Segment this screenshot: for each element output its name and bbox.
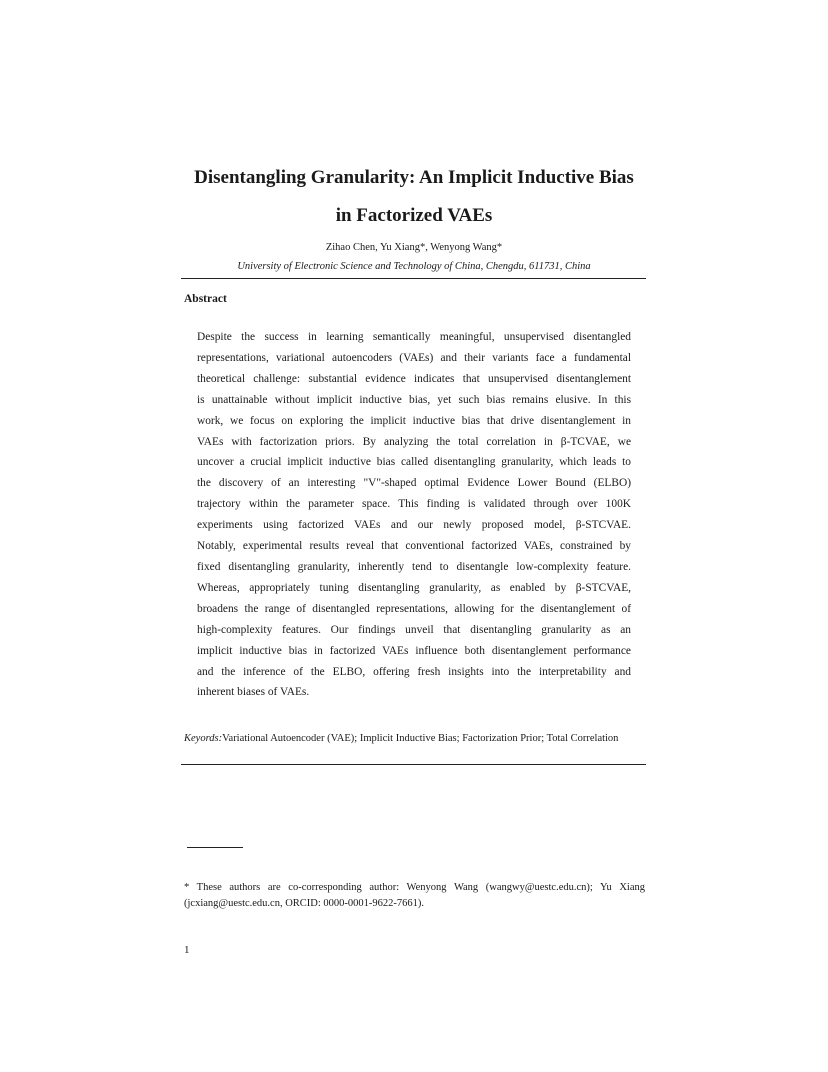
abstract-line: is unattainable without implicit inductive bias, yet such bias remains elusive. In this [197, 393, 631, 406]
footnote-line: (jcxiang@uestc.edu.cn, ORCID: 0000-0001-9622-7661). [184, 898, 425, 909]
abstract-line: implicit inductive bias in factorized VAEs influence both disentanglement performance [197, 644, 631, 657]
abstract-line: and the inference of the ELBO, offering fresh insights into the interpretability and [197, 665, 631, 678]
author-list: Zihao Chen, Yu Xiang*, Wenyong Wang* [325, 242, 503, 253]
abstract-heading: Abstract [184, 293, 227, 305]
paper-title-line-2: in Factorized VAEs [335, 205, 493, 226]
abstract-line: theoretical challenge: substantial evidence indicates that unsupervised disentanglement [197, 372, 631, 385]
keywords-text: Variational Autoencoder (VAE); Implicit Inductive Bias; Factorization Prior; Total Correlation [222, 733, 619, 744]
page-number: 1 [184, 944, 190, 956]
affiliation: University of Electronic Science and Technology of China, Chengdu, 611731, China [237, 261, 591, 272]
abstract-body [197, 327, 631, 703]
abstract-line: VAEs with factorization priors. By analyzing the total correlation in β-TCVAE, we [197, 435, 631, 448]
footnote-divider [187, 847, 243, 848]
abstract-line: work, we focus on exploring the implicit inductive bias that drive disentanglement in [197, 414, 631, 427]
footnote [184, 880, 645, 912]
top-divider [181, 278, 646, 279]
abstract-line: Whereas, appropriately tuning disentangling granularity, as enabled by β-STCVAE, [197, 581, 631, 594]
abstract-line: Despite the success in learning semantically meaningful, unsupervised disentangled [197, 331, 631, 343]
keywords [184, 733, 618, 744]
abstract-line: experiments using factorized VAEs and our newly proposed model, β-STCVAE. [197, 519, 631, 532]
abstract-line: Notably, experimental results reveal that conventional factorized VAEs, constrained by [197, 540, 631, 553]
paper-title-line-1: Disentangling Granularity: An Implicit Inductive Bias [194, 167, 634, 188]
abstract-line: representations, variational autoencoders (VAEs) and their variants face a fundamental [197, 351, 631, 364]
abstract-line: the discovery of an interesting "V"-shaped optimal Evidence Lower Bound (ELBO) [197, 477, 631, 490]
abstract-line: broadens the range of disentangled representations, allowing for the disentanglement of [197, 602, 631, 615]
abstract-line: trajectory within the parameter space. This finding is validated through over 100K [197, 498, 631, 511]
keywords-label: Keyords: [184, 733, 223, 744]
abstract-line: fixed disentangling granularity, inherently tend to disentangle low-complexity feature. [197, 560, 631, 573]
abstract-line: inherent biases of VAEs. [197, 686, 310, 699]
bottom-divider [181, 764, 646, 765]
footnote-line: * These authors are co-corresponding author: Wenyong Wang (wangwy@uestc.edu.cn); Yu Xiang [184, 882, 645, 893]
abstract-line: uncover a crucial implicit inductive bias called disentangling granularity, which leads to [197, 456, 631, 469]
abstract-line: high-complexity features. Our findings unveil that disentangling granularity as an [197, 623, 631, 636]
